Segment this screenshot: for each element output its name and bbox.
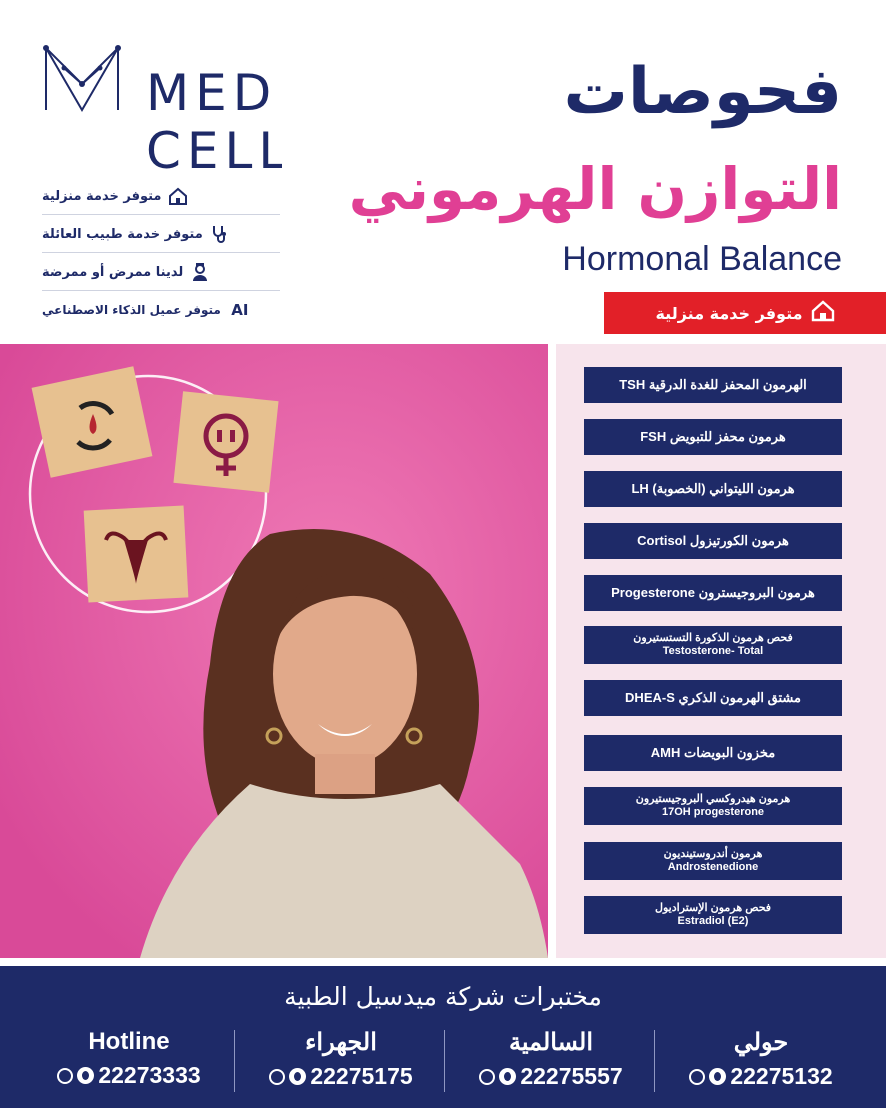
divider [444,1030,445,1092]
branch-phone[interactable] [656,1063,866,1090]
medcell-logo [42,44,282,174]
branch-jahra [236,1028,446,1098]
divider [42,214,280,215]
test-item [584,419,842,455]
branch-phone[interactable] [236,1063,446,1090]
test-label-en: Testosterone- Total [662,645,764,657]
test-label: هرمون هيدروكسي البروجيستيرون [635,793,791,806]
test-label: هرمون الليتواني (الخصوبة) LH [631,480,795,496]
footer [0,966,886,1108]
test-label: الهرمون المحفز للغدة الدرقية TSH [619,376,807,392]
divider [234,1030,235,1092]
feature-label: لدينا ممرض أو ممرضة [42,264,184,280]
feature-label: متوفر خدمة منزلية [42,188,162,204]
title-line1: فحوصات [563,55,842,129]
test-item [584,367,842,403]
branch-hawally [656,1028,866,1098]
phone-icon [479,1069,495,1085]
stethoscope-icon [209,223,231,245]
phone-icon [269,1069,285,1085]
home-icon [811,300,835,326]
test-item [584,626,842,664]
feature-family-doctor [42,216,280,252]
test-item [584,523,842,559]
whatsapp-icon [289,1068,306,1085]
company-name: مختبرات شركة ميدسيل الطبية [284,982,602,1011]
feature-nurse [42,254,280,290]
test-label: هرمون محفز للتبويض FSH [640,428,786,444]
test-item [584,896,842,934]
ai-icon: AI [231,301,249,319]
title-english: Hormonal Balance [562,240,842,278]
branch-phone[interactable] [446,1063,656,1090]
whatsapp-icon [499,1068,516,1085]
test-label: مشتق الهرمون الذكري DHEA-S [625,689,801,705]
female-symbol-icon [173,391,278,493]
branch-name: حولي [733,1029,789,1056]
test-item [584,787,842,825]
test-label: فحص هرمون الذكورة التستستيرون [633,632,793,645]
test-label: هرمون الكورتيزول Cortisol [637,532,789,548]
feature-label: متوفر عميل الذكاء الاصطناعي [42,303,221,317]
uterus-icon [84,505,189,602]
test-label: فحص هرمون الإستراديول [654,902,772,915]
branch-name: الجهراء [305,1029,377,1056]
test-item [584,735,842,771]
test-label-en: Estradiol (E2) [677,915,749,927]
branch-salmiya [446,1028,656,1098]
test-label-en: 17OH progesterone [661,806,765,818]
test-label: هرمون أندروستينديون [663,848,763,861]
nurse-icon [189,261,211,283]
feature-label: متوفر خدمة طبيب العائلة [42,226,203,242]
test-label: هرمون البروجيسترون Progesterone [611,584,815,600]
title-line2: التوازن الهرموني [348,155,842,223]
phone-number[interactable]: 22273333 [98,1062,201,1088]
phone-number[interactable]: 22275557 [520,1063,623,1089]
branch-name: السالمية [509,1029,593,1056]
home-service-badge [604,292,886,334]
phone-number[interactable]: 22275132 [730,1063,833,1089]
branch-name: Hotline [88,1028,170,1055]
test-item [584,471,842,507]
brand-line2: CELL [146,122,282,174]
divider [42,290,280,291]
home-icon [167,185,189,207]
test-item [584,575,842,611]
test-item [584,680,842,716]
medcell-mark-icon [42,44,282,174]
test-label: مخزون البويضات AMH [650,744,776,760]
brand-line1: MED [146,64,278,122]
whatsapp-icon [77,1067,94,1084]
phone-number[interactable]: 22275175 [310,1063,413,1089]
divider [42,252,280,253]
phone-icon [689,1069,705,1085]
hero-photo [0,344,548,958]
branch-hotline [24,1028,234,1098]
divider [654,1030,655,1092]
test-label-en: Androstenedione [667,861,759,873]
feature-ai-agent [42,292,280,328]
home-badge-label: متوفر خدمة منزلية [655,303,803,323]
phone-icon [57,1068,73,1084]
branch-phone[interactable] [24,1062,234,1089]
whatsapp-icon [709,1068,726,1085]
feature-home-service [42,178,280,214]
test-item [584,842,842,880]
